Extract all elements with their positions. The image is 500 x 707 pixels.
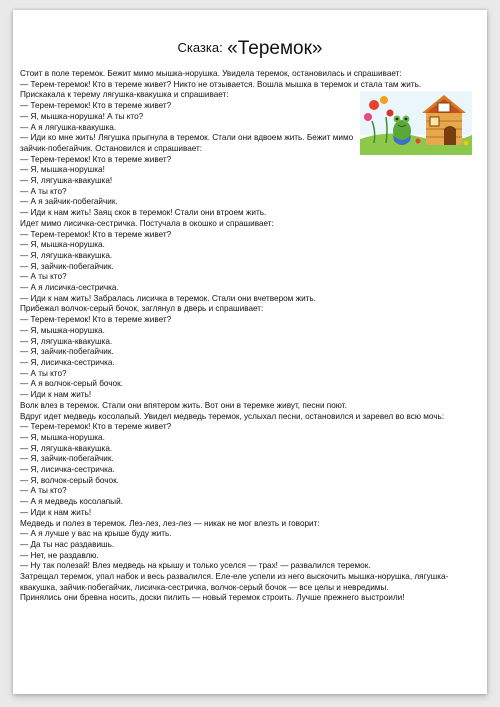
paragraph: — Терем-теремок! Кто в тереме живет? (20, 422, 172, 432)
paragraph: — А я лягушка-квакушка. (20, 122, 117, 132)
paragraph: — А я медведь косолапый. (20, 497, 123, 507)
page-title (13, 38, 487, 60)
paragraph: — А я лучше у вас на крыше буду жить. (20, 529, 172, 539)
document-page (13, 10, 487, 694)
paragraph: — Я, зайчик-побегайчик. (20, 261, 114, 271)
paragraph: — Терем-теремок! Кто в тереме живет? Никто не отзывается. Вошла мышка в теремок и стала там жить. (20, 79, 422, 89)
paragraph: Медведь и полез в теремок. Лез-лез, лез-лез — никак не мог влезть и говорит: (20, 518, 320, 528)
paragraph: — Я, лягушка-квакушка! (20, 176, 113, 186)
paragraph: — Я, мышка-норушка! (20, 165, 105, 175)
paragraph: — А я лисичка-сестричка. (20, 283, 119, 293)
teremok-frog-house-illustration (360, 91, 472, 155)
paragraph: — Иди к нам жить! Забралась лисичка в теремок. Стали они вчетвером жить. (20, 293, 316, 303)
paragraph: — А я зайчик-побегайчик. (20, 197, 118, 207)
paragraph: Идет мимо лисичка-сестричка. Постучала в окошко и спрашивает: (20, 218, 274, 228)
paragraph: Волк влез в теремок. Стали они впятером жить. Вот они в теремке живут, песни поют. (20, 400, 347, 410)
paragraph: — Я, лисичка-сестричка. (20, 357, 115, 367)
paragraph: — Я, зайчик-побегайчик. (20, 454, 114, 464)
paragraph: — Да ты нас раздавишь. (20, 539, 115, 549)
paragraph: — А ты кто? (20, 368, 67, 378)
paragraph: — Я, лягушка-квакушка. (20, 250, 113, 260)
paragraph: — Я, волчок-серый бочок. (20, 475, 119, 485)
paragraph: — Иди к нам жить! (20, 390, 92, 400)
paragraph: Принялись они бревна носить, доски пилить — новый теремок строить. Лучше прежнего выстроили! (20, 593, 405, 603)
paragraph: — Терем-теремок! Кто в тереме живет? (20, 154, 172, 164)
paragraph: — Ну так полезай! Влез медведь на крышу и только уселся — трах! — развалился теремок. (20, 561, 371, 571)
paragraph: — Терем-теремок! Кто в тереме живет? (20, 101, 172, 111)
paragraph: — А ты кто? (20, 272, 67, 282)
paragraph: — Иди к нам жить! (20, 507, 92, 517)
paragraph: Затрещал теремок, упал набок и весь развалился. Еле-еле успели из него выскочить мышка-норушка, лягушка-квакушка, зайчик-побегайчик, лисичка-сестричка, волчок-серый бочок — все целы и невредимы. (20, 572, 449, 592)
paragraph: — Терем-теремок! Кто в тереме живет? (20, 315, 172, 325)
paragraph: — Иди ко мне жить! Лягушка прыгнула в теремок. Стали они вдвоем жить. Бежит мимо зайчик-побегайчик. Остановился и спрашивает: (20, 133, 354, 153)
paragraph: — Я, мышка-норушка! А ты кто? (20, 111, 144, 121)
paragraph: Прискакала к терему лягушка-квакушка и спрашивает: (20, 90, 229, 100)
paragraph: — А ты кто? (20, 186, 67, 196)
paragraph: — Я, мышка-норушка. (20, 325, 105, 335)
paragraph: — Я, мышка-норушка. (20, 432, 105, 442)
paragraph: — Я, лягушка-квакушка. (20, 336, 113, 346)
title-prefix: Сказка: (177, 40, 223, 55)
paragraph: — Я, лягушка-квакушка. (20, 443, 113, 453)
paragraph: — Иди к нам жить! Заяц скок в теремок! Стали они втроем жить. (20, 208, 267, 218)
paragraph: — Я, зайчик-побегайчик. (20, 347, 114, 357)
title-name: «Теремок» (227, 38, 323, 59)
paragraph: — Терем-теремок! Кто в тереме живет? (20, 229, 172, 239)
paragraph: — А я волчок-серый бочок. (20, 379, 123, 389)
paragraph: — Я, лисичка-сестричка. (20, 465, 115, 475)
paragraph: — Нет, не раздавлю. (20, 550, 99, 560)
paragraph: Вдруг идет медведь косолапый. Увидел медведь теремок, услыхал песни, остановился и заревел во всю мочь: (20, 411, 445, 421)
paragraph: Стоит в поле теремок. Бежит мимо мышка-норушка. Увидела теремок, остановилась и спрашивает: (20, 69, 402, 78)
paragraph: Прибежал волчок-серый бочок, заглянул в дверь и спрашивает: (20, 304, 264, 314)
story-text (20, 69, 472, 604)
paragraph: — А ты кто? (20, 486, 67, 496)
paragraph: — Я, мышка-норушка. (20, 240, 105, 250)
